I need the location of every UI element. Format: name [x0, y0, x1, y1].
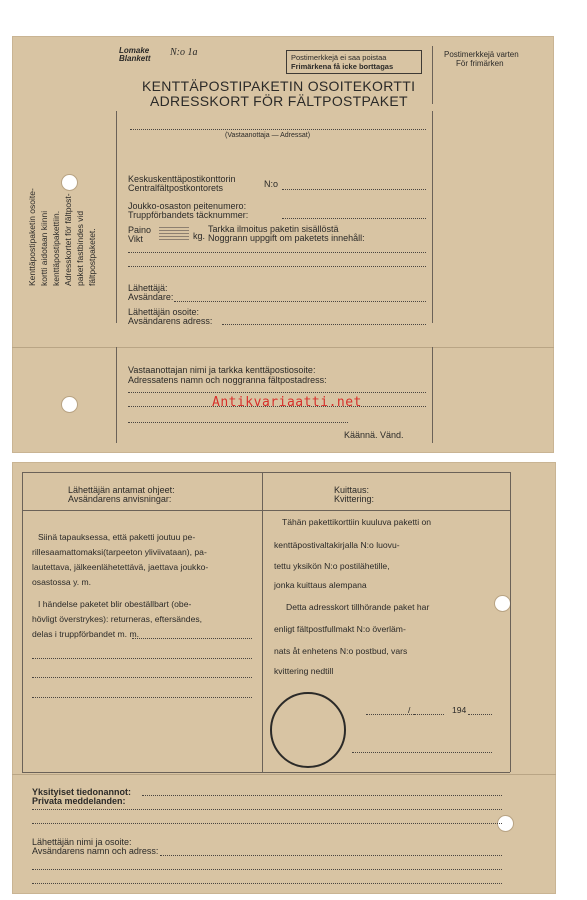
instruction-text-fi: lautettava, jälkeenlähetettävä, jaettava joukko-	[32, 562, 209, 572]
central-office-line	[282, 189, 426, 190]
sender-line	[174, 301, 426, 302]
unit-number-sv: Truppförbandets täcknummer:	[128, 210, 249, 220]
title-sv: ADRESSKORT FÖR FÄLTPOSTPAKET	[150, 93, 408, 109]
sender-name-sv: Avsändarens namn och adress:	[32, 846, 159, 856]
instructions-sv: Avsändarens anvisningar:	[68, 494, 172, 504]
receipt-text-fi: Tähän pakettikorttiin kuuluva paketti on	[282, 517, 432, 527]
stamp-place-sv: För frimärken	[456, 59, 504, 68]
instructions-fi: Lähettäjän antamat ohjeet:	[68, 485, 175, 495]
private-line	[32, 823, 502, 824]
date-month-line	[414, 714, 444, 715]
frame-left	[22, 472, 23, 772]
signature-line	[352, 752, 492, 753]
side-text-line: Adresskortet för fältpost-	[63, 193, 73, 286]
addressee-sv: Adressatens namn och noggranna fältpostadress:	[128, 375, 327, 385]
addressee-line	[128, 392, 426, 393]
side-instructions	[26, 66, 102, 286]
instruction-line	[32, 658, 252, 659]
private-messages-fi: Yksityiset tiedonannot:	[32, 787, 132, 797]
side-text-line: kortti aidotaan kiinni	[39, 210, 49, 286]
weight-box	[159, 226, 189, 240]
turn-over: Käännä. Vänd.	[344, 430, 404, 440]
addressee-line	[128, 422, 348, 423]
contents-line	[128, 252, 426, 253]
instruction-text-sv: hövligt överstrykes): returneras, eftersändes,	[32, 614, 203, 624]
central-office-sv: Centralfältpostkontorets	[128, 183, 224, 193]
receipt-text-sv: enligt fältpostfullmakt N:o överläm-	[274, 624, 406, 634]
central-office-fi: Keskuskenttäpostikonttorin	[128, 174, 236, 184]
addressee-fi: Vastaanottajan nimi ja tarkka kenttäpostiosoite:	[128, 365, 316, 375]
title-fi: KENTTÄPOSTIPAKETIN OSOITEKORTTI	[142, 78, 416, 94]
stamp-place-fi: Postimerkkejä varten	[444, 50, 519, 59]
stamp-notice-line1: Postimerkkejä ei saa poistaa	[291, 53, 387, 62]
side-text-line: kenttäpostipakettiin.	[51, 210, 61, 286]
sender-fi: Lähettäjä:	[128, 283, 168, 293]
form-label-sv: Blankett	[119, 54, 151, 63]
private-line	[32, 809, 502, 810]
unit-number-fi: Joukko-osaston peitenumero:	[128, 201, 247, 211]
side-text-line: fältpostpaketet.	[87, 228, 97, 286]
frame-right	[432, 111, 433, 323]
stamp-notice-line2: Frimärkena få icke borttagas	[291, 62, 394, 71]
private-line	[142, 795, 502, 796]
recipient-line	[130, 129, 426, 130]
receipt-text-fi: tettu yksikön N:o postilähetille,	[274, 561, 390, 571]
instruction-text-fi: Siinä tapauksessa, että paketti joutuu pe-	[38, 532, 196, 542]
punch-hole	[495, 596, 510, 611]
sender-address-fi: Lähettäjän osoite:	[128, 307, 200, 317]
instruction-text-sv: delas i truppförbandet m. m.	[32, 629, 139, 639]
date-year-line	[468, 714, 492, 715]
frame-left	[116, 111, 117, 323]
address-card-front	[12, 36, 554, 453]
form-label-fi: Lomake	[119, 46, 150, 55]
receipt-text-sv: kvittering nedtill	[274, 666, 334, 676]
central-office-nro: N:o	[264, 179, 279, 189]
receipt-text-fi: jonka kuittaus alempana	[274, 580, 367, 590]
receipt-text-sv: nats åt enhetens N:o postbud, vars	[274, 646, 408, 656]
date-day-line	[366, 714, 420, 715]
instruction-text-sv: I händelse paketet blir obeställbart (obe-	[38, 599, 192, 609]
weight-sv: Vikt	[128, 234, 143, 244]
weight-fi: Paino	[128, 225, 152, 235]
sender-address-line	[222, 324, 426, 325]
receipt-text-fi: kenttäpostivaltakirjalla N:o luovu-	[274, 540, 400, 550]
sender-name-line	[32, 883, 502, 884]
sender-name-line	[160, 855, 502, 856]
frame-middle	[262, 472, 263, 772]
sender-name-line	[32, 869, 502, 870]
weight-unit: kg.	[193, 231, 206, 241]
punch-hole	[62, 397, 77, 412]
instruction-line	[32, 697, 252, 698]
contents-sv: Noggrann uppgift om paketets innehåll:	[208, 233, 365, 243]
receipt-fi: Kuittaus:	[334, 485, 370, 495]
stamp-area-divider	[432, 46, 433, 104]
instruction-text-fi: osastossa y. m.	[32, 577, 92, 587]
fold-line	[12, 774, 556, 775]
fold-line	[12, 347, 554, 348]
frame-bottom	[22, 772, 510, 773]
address-card-back	[12, 462, 556, 894]
contents-line	[128, 266, 426, 267]
frame-header-rule	[22, 510, 510, 511]
sender-name-fi: Lähettäjän nimi ja osoite:	[32, 837, 132, 847]
sender-sv: Avsändare:	[128, 292, 174, 302]
instruction-line	[132, 638, 252, 639]
postmark-circle	[270, 692, 346, 768]
watermark: Antikvariaatti.net	[212, 395, 362, 410]
recipient-hint: (Vastaanottaja — Adressat)	[225, 132, 311, 139]
instruction-text-fi: rillesaamattomaksi(tarpeeton yliviivataan), pa-	[32, 547, 207, 557]
receipt-sv: Kvittering:	[334, 494, 375, 504]
stamp-notice-box	[286, 50, 422, 74]
instruction-line	[32, 677, 252, 678]
frame-right-lower	[432, 347, 433, 443]
contents-fi: Tarkka ilmoitus paketin sisällöstä	[208, 224, 339, 234]
unit-number-line	[282, 218, 426, 219]
form-number: N:o 1a	[170, 47, 198, 58]
receipt-text-sv: Detta adresskort tillhörande paket har	[286, 602, 430, 612]
private-messages-sv: Privata meddelanden:	[32, 796, 126, 806]
frame-top	[22, 472, 510, 473]
date-year: 194	[452, 705, 467, 715]
frame-right	[510, 472, 511, 772]
side-text-line: Kenttäpostipaketin osoite-	[27, 188, 37, 286]
frame-left-lower	[116, 347, 117, 443]
date-separator: /	[408, 705, 411, 715]
side-text-line: paket fastbindes vid	[75, 210, 85, 286]
sender-address-sv: Avsändarens adress:	[128, 316, 213, 326]
